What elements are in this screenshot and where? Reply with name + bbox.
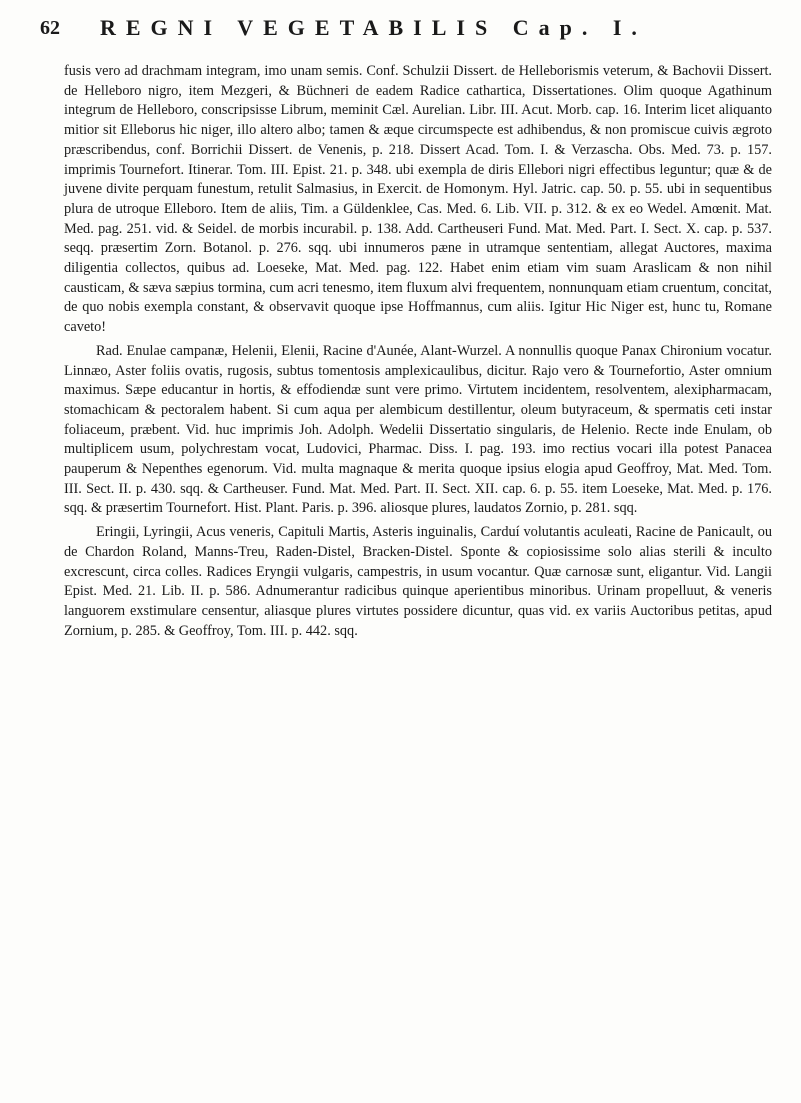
running-head bbox=[40, 8, 775, 48]
running-title: REGNI VEGETABILIS Cap. I. bbox=[100, 15, 647, 40]
paragraph-helleborus-continuation: fusis vero ad drachmam integram, imo unam semis. Conf. Schulzii Dissert. de Helleborismis veterum, & Bachovii Dissert. de Helleboro nigro, item Mezgeri, & Büchneri de eadem Radice cathartica, Dissertationes. Olim quoque Agathinum integrum de Helleboro, conscripsisse Librum, meminit Cæl. Aurelian. Libr. III. Acut. Morb. cap. 16. Interim licet aliquanto mitior sit Elleborus hic niger, illo altero albo; tamen & æque circumspecte est adhibendus, & non promiscue cuivis ægroto præscribendus, conf. Borrichii Dissert. de Venenis, p. 218. Dissert Acad. Tom. I. & Verzascha. Obs. Med. 73. p. 157. imprimis Tournefort. Itinerar. Tom. III. Epist. 21. p. 348. ubi exempla de diris Ellebori nigri effectibus leguntur; quæ & de juvene divite perquam funestum, retulit Salmasius, in Exercit. de Homonym. Hyl. Jatric. cap. 50. p. 55. ubi in sequentibus plura de utroque Elleboro. Item de aliis, Tim. a Güldenklee, Cas. Med. 6. Lib. VII. p. 312. & ex eo Wedel. Amœnit. Mat. Med. pag. 251. vid. & Seidel. de morbis incurabil. p. 138. Add. Cartheuseri Fund. Mat. Med. Part. I. Sect. X. cap. p. 537. seqq. præsertim Zorn. Botanol. p. 276. sqq. ubi innumeros pæne in utramque sententiam, allegat Auctores, maxima diligentia collectos, quibus ad. Loeseke, Mat. Med. pag. 122. Habet enim etiam vim suam Araslicam & non nihil causticam, & sæva sæpius tormina, cum acri tenesmo, item fluxum alvi frequentem, nonnunquam etiam cruentum, concitat, de quo nobis exempla constant, & observavit quoque ipse Hoffmannus, cum aliis. Igitur Hic Niger est, hunc tu, Romane caveto! bbox=[64, 63, 772, 336]
page-number: 62 bbox=[40, 16, 60, 39]
paragraph-enula-campana: Rad. Enulae campanæ, Helenii, Elenii, Racine d'Aunée, Alant-Wurzel. A nonnullis quoque Panax Chironium vocatur. Linnæo, Aster foliis ovatis, rugosis, subtus tomentosis amplexicaulibus, dicitur. Rajo vero & Tournefortio, Aster omnium maximus. Sæpe educantur in hortis, & effodiendæ sunt vere primo. Virtutem incidentem, resolventem, alexipharmacam, stomachicam & pectoralem habent. Si cum aqua per alembicum destillentur, oleum butyraceum, & spermatis ceti instar foliaceum, præbent. Vid. huc imprimis Joh. Adolph. Wedelii Dissertatio singularis, de Helenio. Recte inde Enulam, ob multiplicem usum, polychrestam vocat, Ludovici, Pharmac. Diss. I. pag. 193. imo rectius vocari illa potest Panacea pauperum & Nepenthes egenorum. Vid. multa magnaque & merita quoque ipsius elogia apud Geoffroy, Mat. Med. Tom. III. Sect. II. p. 430. sqq. & Cartheuser. Fund. Mat. Med. Part. II. Sect. XII. cap. 6. p. 55. item Loeseke, Mat. Med. p. 176. sqq. & præsertim Tournefort. Hist. Plant. Paris. p. 396. aliosque plures, laudatos Zornio, p. 281. sqq. bbox=[64, 342, 772, 517]
paragraph-eryngium: Eringii, Lyringii, Acus veneris, Capituli Martis, Asteris inguinalis, Carduí volutantis aculeati, Racine de Panicault, ou de Chardon Roland, Manns-Treu, Raden-Distel, Bracken-Distel. Sponte & copiosissime solo alias sterili & inculto excrescunt, circa colles. Radices Eryngii vulgaris, campestris, in usum vocantur. Quæ carnosæ sunt, eligantur. Vid. Langii Epist. Med. 21. Lib. II. p. 586. Adnumerantur radicibus quinque aperientibus minoribus. Urinam propelluut, & veneris languorem exstimulare censentur, aliasque plures virtutes possidere dicuntur, quas vid. ex variis Auctoribus petitas, apud Zornium, p. 285. & Geoffroy, Tom. III. p. 442. sqq. bbox=[64, 524, 772, 639]
body-text bbox=[64, 62, 772, 641]
